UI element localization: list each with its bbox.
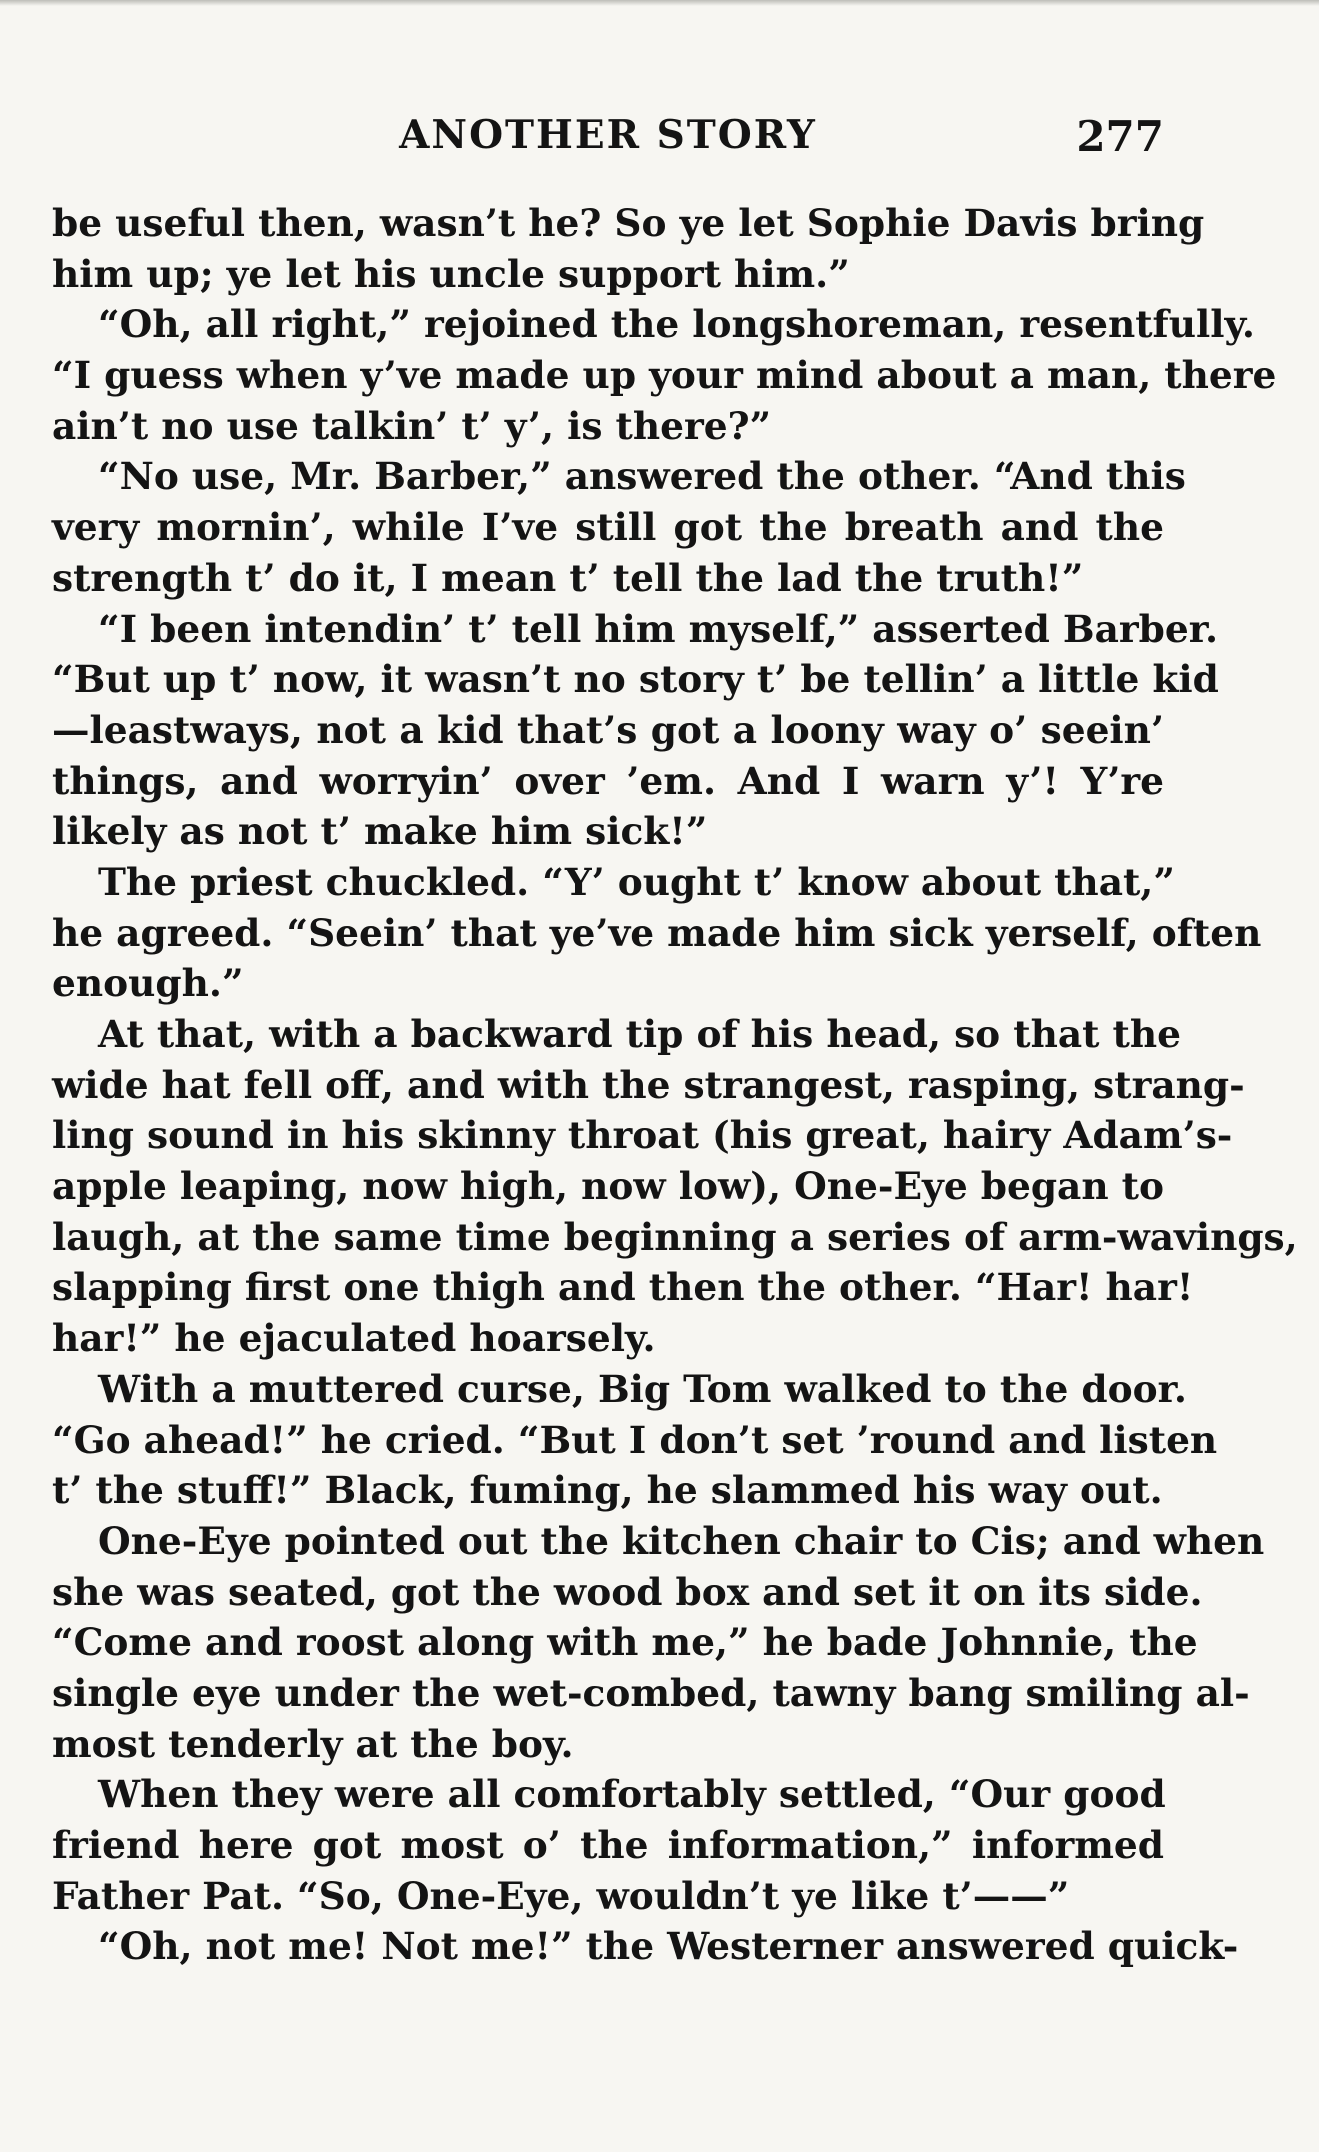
text-line: very mornin’, while I’ve still got the breath and the [52,505,1164,550]
text-line: With a muttered curse, Big Tom walked to the door. [98,1366,1187,1411]
body-text [52,198,1298,1972]
text-line: At that, with a backward tip of his head, so that the [98,1012,1181,1056]
running-head [52,112,1164,172]
text-line: wide hat fell off, and with the strangest, rasping, strang- [52,1062,1245,1107]
text-line: most tenderly at the boy. [52,1721,574,1766]
text-line: apple leaping, now high, now low), One-Eye began to [52,1164,1164,1209]
page-number: 277 [1076,112,1164,161]
text-line: The priest chuckled. “Y’ ought t’ know about that,” [98,859,1175,904]
text-line: “No use, Mr. Barber,” answered the other. “And this [98,454,1186,499]
text-line: single eye under the wet-combed, tawny bang smiling al- [52,1670,1250,1715]
text-line: things, and worryin’ over ’em. And I warn y’! Y’re [52,758,1164,803]
text-line: she was seated, got the wood box and set it on its side. [52,1569,1203,1614]
text-line: “Oh, all right,” rejoined the longshoreman, resentfully. [98,302,1255,347]
text-line: slapping first one thigh and then the other. “Har! har! [52,1265,1194,1310]
text-line: “I guess when y’ve made up your mind about a man, there [52,353,1277,398]
text-line: ain’t no use talkin’ t’ y’, is there?” [52,403,772,448]
text-line: har!” he ejaculated hoarsely. [52,1316,656,1361]
text-line: One-Eye pointed out the kitchen chair to Cis; and when [98,1518,1265,1563]
text-line: ling sound in his skinny throat (his great, hairy Adam’s- [52,1113,1233,1158]
text-line: —leastways, not a kid that’s got a loony way o’ seein’ [52,707,1164,752]
text-line: “I been intendin’ t’ tell him myself,” asserted Barber. [98,606,1219,651]
text-line: friend here got most o’ the information,” informed [52,1823,1164,1867]
text-line: likely as not t’ make him sick!” [52,809,708,854]
text-line: enough.” [52,961,244,1006]
text-line: be useful then, wasn’t he? So ye let Sophie Davis bring [52,201,1205,245]
text-line: “Come and roost along with me,” he bade Johnnie, the [52,1620,1198,1665]
text-line: When they were all comfortably settled, “Our good [98,1772,1166,1817]
text-line: strength t’ do it, I mean t’ tell the lad the truth!” [52,555,1084,600]
text-line: “Go ahead!” he cried. “But I don’t set ’round and listen [52,1417,1218,1462]
text-line: laugh, at the same time beginning a series of arm-wavings, [52,1214,1298,1259]
text-line: t’ the stuff!” Black, fuming, he slammed his way out. [52,1468,1163,1513]
text-line: Father Pat. “So, One-Eye, wouldn’t ye like t’——” [52,1873,1070,1918]
running-head-title: ANOTHER STORY [399,112,817,158]
text-line: “But up t’ now, it wasn’t no story t’ be tellin’ a little kid [52,657,1219,702]
text-line: him up; ye let his uncle support him.” [52,251,850,296]
page-top-edge [0,0,1319,6]
text-line: “Oh, not me! Not me!” the Westerner answered quick- [98,1924,1239,1969]
text-line: he agreed. “Seein’ that ye’ve made him sick yerself, often [52,910,1262,955]
